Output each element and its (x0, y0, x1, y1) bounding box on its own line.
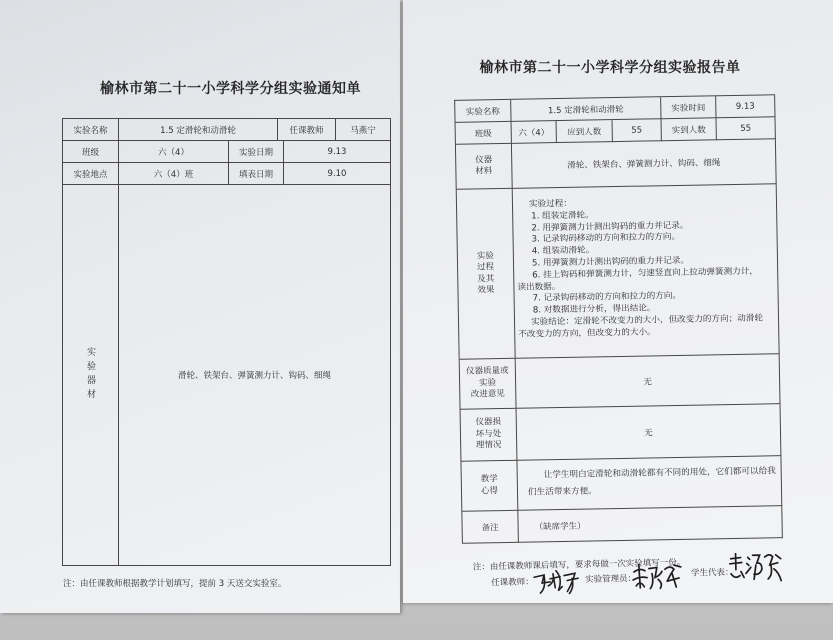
report-footer (473, 548, 794, 600)
report-materials-label-line: 材料 (475, 166, 493, 177)
process-line: 5. 用弹簧测力计测出钩码的重力并记录。 (531, 255, 690, 269)
report-time-label: 实验时间 (661, 96, 716, 119)
admin-signature-label: 实验管理员： (585, 573, 637, 586)
report-process-label-line: 及其 (477, 273, 495, 284)
process-line: 3. 记录钩码移动的方向和拉力的方向。 (531, 232, 681, 245)
process-line: 2. 用弹簧测力计测出钩码的重力并记录。 (531, 220, 689, 234)
report-materials-label-line: 仪器 (475, 154, 493, 165)
report-reflection-content (517, 456, 782, 511)
notice-title: 榆林市第二十一小学科学分组实验通知单 (100, 81, 361, 97)
process-line: 读出数据。 (517, 281, 561, 293)
report-name-label: 实验名称 (455, 100, 511, 123)
notice-fill-date-value: 9.10 (284, 163, 391, 185)
report-materials-value: 滑轮、铁架台、弹簧测力计、钩码、细绳 (512, 139, 777, 189)
notice-fill-date-label: 填表日期 (229, 163, 284, 185)
process-line: 8. 对数据进行分析，得出结论。 (532, 303, 656, 316)
reflection-line: 让学生明白定滑轮和动滑轮都有不同的用处，它们都可以给我 (543, 466, 776, 481)
report-damage-label-cell (461, 409, 518, 462)
report-expected-value: 55 (613, 119, 662, 142)
report-class-label: 班级 (456, 122, 512, 145)
report-sheet (403, 0, 833, 603)
report-reflection-label-line: 心得 (480, 485, 499, 496)
process-line: 7. 记录钩码移动的方向和拉力的方向。 (532, 291, 682, 304)
notice-name-value: 1.5 定滑轮和动滑轮 (119, 119, 278, 141)
report-damage-label-line: 仪器损 (475, 417, 502, 428)
report-expected-label: 应到人数 (557, 120, 613, 143)
report-process-label-cell (457, 189, 516, 360)
report-table-wrapper (454, 94, 783, 544)
process-line: 1. 组装定滑轮。 (531, 210, 594, 222)
report-quality-label-cell (460, 359, 517, 410)
report-materials-label-cell (456, 144, 513, 190)
report-class-value: 六（4） (512, 121, 557, 144)
notice-class-value: 六（4） (119, 141, 229, 163)
report-process-label-line: 实验 (476, 250, 494, 261)
report-quality-label-line: 实验 (478, 377, 497, 389)
notice-date-value: 9.13 (284, 141, 391, 163)
report-actual-label: 实到人数 (662, 118, 717, 141)
notice-location-value: 六（4）班 (119, 163, 229, 185)
teacher-signature (531, 565, 582, 596)
notice-teacher-label: 任课教师 (278, 119, 336, 141)
admin-signature (630, 559, 685, 592)
report-table (454, 94, 783, 544)
report-reflection-label-line: 教学 (480, 474, 498, 485)
report-damage-value: 无 (517, 404, 782, 461)
report-title: 榆林市第二十一小学科学分组实验报告单 (479, 60, 741, 76)
teacher-signature-label: 任课教师： (491, 577, 534, 589)
report-process-label-line: 效果 (477, 285, 495, 296)
notice-materials-label: 实验器材 (85, 347, 95, 403)
report-reflection-label-cell (461, 461, 518, 512)
report-footnote: 注：由任课教师课后填写，要求每做一次实验填写一份。 (472, 557, 686, 573)
report-damage-label-line: 理情况 (475, 440, 502, 451)
notice-class-label: 班级 (63, 141, 119, 163)
report-time-value: 9.13 (716, 95, 775, 118)
notice-footnote: 注：由任课教师根据教学计划填写，提前 3 天送交实验室。 (63, 579, 287, 589)
notice-teacher-value: 马燕宁 (336, 119, 391, 141)
process-line: 实验过程： (528, 198, 573, 210)
report-process-content (513, 184, 780, 359)
report-remarks-value: （缺席学生） (518, 506, 783, 543)
notice-location-label: 实验地点 (63, 163, 119, 185)
process-line: 4. 组装动滑轮。 (531, 245, 595, 257)
reflection-line: 们生活带来方便。 (527, 486, 597, 498)
report-quality-label-line: 仪器质量或 (466, 366, 509, 377)
notice-table (62, 118, 391, 566)
report-name-value: 1.5 定滑轮和动滑轮 (511, 97, 661, 122)
notice-materials-value: 滑轮、铁架台、弹簧测力计、钩码、细绳 (119, 185, 391, 566)
notice-sheet (0, 0, 400, 613)
report-damage-label-line: 坏与处 (475, 428, 502, 440)
report-actual-value: 55 (717, 117, 776, 140)
student-signature (725, 549, 784, 586)
process-line: 6. 挂上钩码和弹簧测力计，匀速竖直向上拉动弹簧测力计， (532, 266, 759, 281)
report-process-label-line: 过程 (476, 262, 495, 273)
notice-materials-label-cell (63, 185, 119, 566)
report-remarks-label: 备注 (462, 511, 519, 544)
notice-name-label: 实验名称 (63, 119, 119, 141)
report-quality-value: 无 (516, 354, 781, 409)
notice-date-label: 实验日期 (229, 141, 284, 163)
student-signature-label: 学生代表： (690, 567, 734, 579)
report-quality-label-line: 改进意见 (470, 389, 505, 400)
process-line: 实验结论：定滑轮不改变力的大小，但改变力的方向；动滑轮 (530, 313, 764, 328)
process-line: 不改变力的方向，但改变力的大小。 (518, 327, 656, 340)
